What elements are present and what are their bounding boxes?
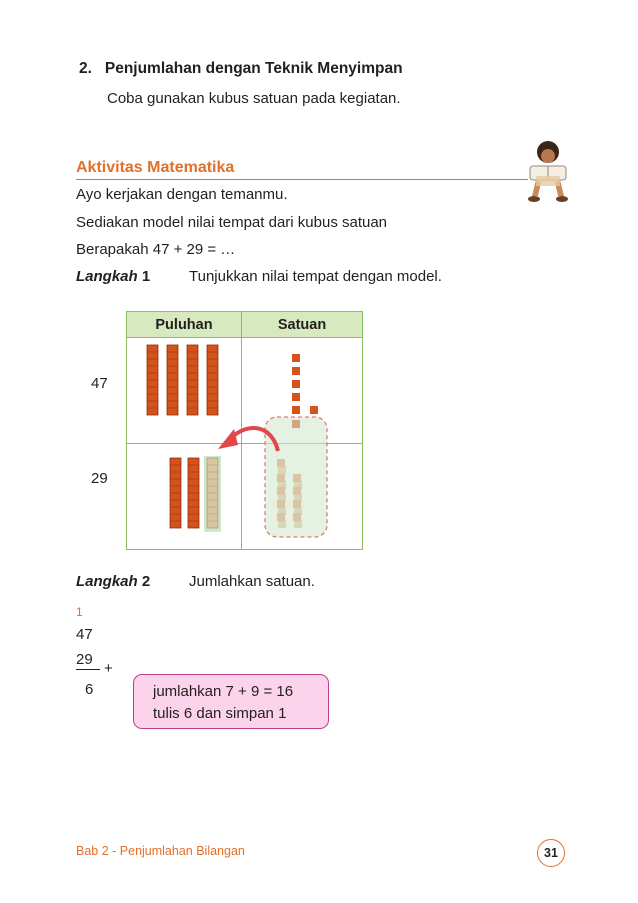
page-number: 31: [537, 839, 565, 867]
unit-cube: [277, 513, 285, 521]
unit-cube: [293, 500, 301, 508]
sum-line: [76, 669, 100, 670]
step-2-label: Langkah 2: [76, 573, 151, 590]
section-subtitle: Coba gunakan kubus satuan pada kegiatan.: [107, 90, 401, 107]
tens-rod: [167, 345, 178, 415]
header-satuan: Satuan: [242, 312, 363, 338]
row-label-47: 47: [91, 375, 108, 392]
unit-cube: [293, 487, 301, 495]
section-heading: [79, 60, 403, 78]
addend-2: 29: [76, 651, 93, 668]
section-number: 2.: [79, 60, 92, 77]
row-label-29: 29: [91, 470, 108, 487]
explanation-note: [133, 674, 329, 729]
unit-cube: [277, 500, 285, 508]
child-reading-illustration: [522, 138, 572, 206]
activity-line-1: Ayo kerjakan dengan temanmu.: [76, 186, 288, 203]
step-2-text: Jumlahkan satuan.: [189, 573, 315, 590]
unit-cube: [292, 367, 300, 375]
note-line-2: tulis 6 dan simpan 1: [153, 705, 287, 722]
header-puluhan: Puluhan: [127, 312, 242, 338]
tens-rod: [147, 345, 158, 415]
tens-rod: [187, 345, 198, 415]
unit-cube: [292, 354, 300, 362]
step-1-label: Langkah 1: [76, 268, 151, 285]
tens-rod: [170, 458, 181, 528]
section-title: Penjumlahan dengan Teknik Menyimpan: [104, 60, 403, 77]
note-line-1: jumlahkan 7 + 9 = 16: [153, 683, 294, 700]
addend-1: 47: [76, 626, 93, 643]
unit-cube: [277, 474, 285, 482]
activity-line-3: Berapakah 47 + 29 = …: [76, 241, 236, 258]
chapter-footer: Bab 2 - Penjumlahan Bilangan: [76, 844, 245, 858]
carry-arrowhead: [218, 429, 238, 449]
unit-cube: [292, 380, 300, 388]
step-1-text: Tunjukkan nilai tempat dengan model.: [189, 268, 442, 285]
unit-cube: [293, 474, 301, 482]
carry-digit: 1: [76, 605, 83, 619]
plus-sign: +: [104, 660, 113, 677]
result-digit: 6: [85, 681, 94, 698]
unit-cube: [292, 393, 300, 401]
tens-rod: [188, 458, 199, 528]
ones-cubes-29-front: [241, 437, 361, 537]
unit-cube: [293, 513, 301, 521]
unit-cube: [277, 459, 285, 467]
activity-title: Aktivitas Matematika: [76, 159, 235, 176]
activity-divider: [76, 179, 528, 180]
unit-cube: [277, 487, 285, 495]
activity-line-2: Sediakan model nilai tempat dari kubus satuan: [76, 214, 388, 231]
